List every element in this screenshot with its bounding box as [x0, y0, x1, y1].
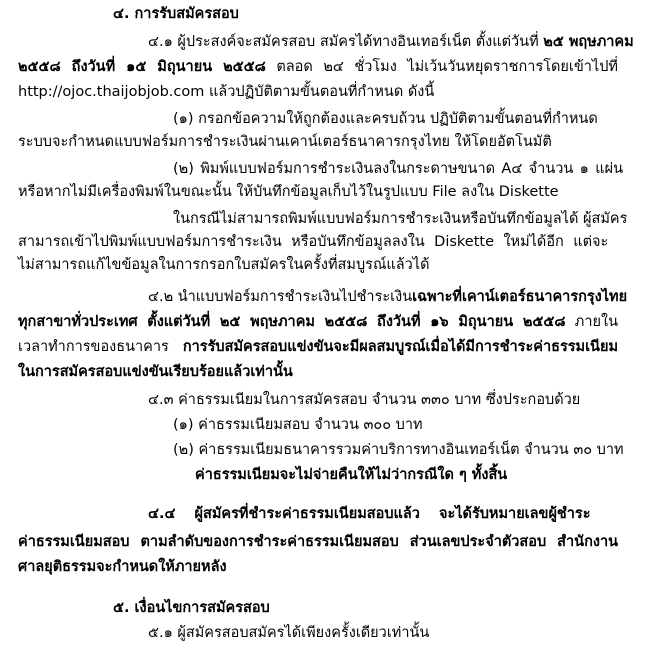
text-line — [148, 389, 580, 411]
bold-text: ๔.๔ ผู้สมัครที่ชำระค่าธรรมเนียมสอบแล้ว จะได้รับหมายเลขผู้ชำระ — [148, 506, 591, 522]
bold-text: ทุกสาขาทั่วประเทศ ตั้งแต่วันที่ ๒๕ พฤษภาคม ๒๕๕๘ ถึงวันที่ ๑๖ มิถุนายน ๒๕๕๘ — [18, 314, 566, 330]
body-text: ตลอด ๒๔ ชั่วโมง ไม่เว้นวันหยุดราชการโดยเข้าไปที่ — [265, 59, 618, 75]
body-text: หรือหากไม่มีเครื่องพิมพ์ในขณะนั้น ให้บันทึกข้อมูลเก็บไว้ในรูปแบบ File ลงใน Diskette — [18, 184, 559, 200]
body-text: ภายใน — [565, 314, 618, 330]
text-line — [18, 56, 618, 78]
body-text: ในกรณีไม่สามารถพิมพ์แบบฟอร์มการชำระเงินหรือบันทึกข้อมูลได้ ผู้สมัคร — [173, 211, 628, 227]
body-text: (๒) พิมพ์แบบฟอร์มการชำระเงินลงในกระดาษขนาด A๔ จำนวน ๑ แผ่น — [173, 161, 623, 177]
body-text: (๑) กรอกข้อความให้ถูกต้องและครบถ้วน ปฏิบัติตามขั้นตอนที่กำหนด — [173, 111, 598, 127]
text-line — [18, 361, 293, 383]
text-line — [173, 158, 623, 180]
text-line — [18, 254, 430, 276]
body-text: เวลาทำการของธนาคาร — [18, 339, 183, 355]
bold-text: ในการสมัครสอบแข่งขันเรียบร้อยแล้วเท่านั้น — [18, 364, 293, 380]
text-line — [173, 439, 624, 461]
bold-text: ค่าธรรมเนียมสอบ ตามลำดับของการชำระค่าธรรมเนียมสอบ ส่วนเลขประจำตัวสอบ สำนักงาน — [18, 534, 618, 550]
text-line — [18, 81, 434, 103]
text-line — [18, 231, 608, 253]
body-text: ๕.๑ ผู้สมัครสอบสมัครได้เพียงครั้งเดียวเท่านั้น — [148, 625, 430, 641]
text-line — [173, 414, 423, 436]
body-text: ระบบจะกำหนดแบบฟอร์มการชำระเงินผ่านเคาน์เตอร์ธนาคารกรุงไทย ให้โดยอัตโนมัติ — [18, 134, 552, 150]
bold-text: ศาลยุติธรรมจะกำหนดให้ภายหลัง — [18, 559, 227, 575]
body-text: ๔.๑ ผู้ประสงค์จะสมัครสอบ สมัครได้ทางอินเทอร์เน็ต ตั้งแต่วันที่ — [148, 34, 544, 50]
bold-text: ค่าธรรมเนียมจะไม่จ่ายคืนให้ไม่ว่ากรณีใด ๆ ทั้งสิ้น — [195, 467, 508, 483]
text-line — [148, 286, 627, 308]
bold-text: ๒๕ พฤษภาคม — [543, 34, 634, 50]
text-line — [113, 597, 270, 619]
bold-text: ๒๕๕๘ ถึงวันที่ ๑๕ มิถุนายน ๒๕๕๘ — [18, 59, 266, 75]
body-text: (๒) ค่าธรรมเนียมธนาคารรวมค่าบริการทางอินเทอร์เน็ต จำนวน ๓๐ บาท — [173, 442, 624, 458]
text-line — [148, 31, 634, 53]
text-line — [173, 208, 627, 230]
body-text: ๔.๒ นำแบบฟอร์มการชำระเงินไปชำระเงิน — [148, 289, 413, 305]
body-text: สามารถเข้าไปพิมพ์แบบฟอร์มการชำระเงิน หรือบันทึกข้อมูลลงใน Diskette ใหม่ได้อีก แต่จะ — [18, 234, 609, 250]
body-text: ๔.๓ ค่าธรรมเนียมในการสมัครสอบ จำนวน ๓๓๐ บาท ซึ่งประกอบด้วย — [148, 392, 581, 408]
bold-text: ๔. การรับสมัครสอบ — [113, 6, 239, 22]
text-line — [18, 556, 227, 578]
text-line — [18, 531, 618, 553]
body-text: http://ojoc.thaijobjob.com แล้วปฏิบัติตามขั้นตอนที่กำหนด ดังนี้ — [18, 84, 435, 100]
text-line — [148, 503, 591, 525]
body-text: ไม่สามารถแก้ไขข้อมูลในการกรอกใบสมัครในครั้งที่สมบูรณ์แล้วได้ — [18, 257, 430, 273]
text-line — [173, 108, 598, 130]
bold-text: การรับสมัครสอบแข่งขันจะมีผลสมบูรณ์เมื่อได้มีการชำระค่าธรรมเนียม — [182, 339, 618, 355]
bold-text: ๕. เงื่อนไขการสมัครสอบ — [113, 600, 270, 616]
text-line — [148, 622, 429, 644]
text-line — [195, 464, 507, 486]
text-line — [18, 311, 618, 333]
text-line — [18, 131, 552, 153]
bold-text: เฉพาะที่เคาน์เตอร์ธนาคารกรุงไทย — [412, 289, 628, 305]
text-line — [18, 181, 559, 203]
text-line — [18, 336, 618, 358]
body-text: (๑) ค่าธรรมเนียมสอบ จำนวน ๓๐๐ บาท — [173, 417, 423, 433]
text-line — [113, 3, 239, 25]
